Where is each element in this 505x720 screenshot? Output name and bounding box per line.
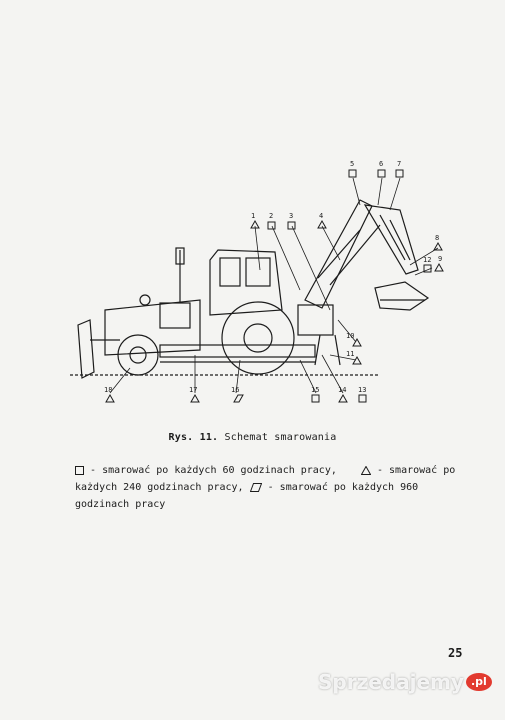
callout-16: 16 xyxy=(231,386,240,394)
callout-7: 7 xyxy=(397,160,402,168)
callout-3: 3 xyxy=(289,212,294,220)
figure-title: Schemat smarowania xyxy=(224,432,337,443)
callout-12: 12 xyxy=(423,256,432,264)
callout-9: 9 xyxy=(438,255,443,263)
callout-6: 6 xyxy=(379,160,384,168)
triangle-symbol-icon xyxy=(361,466,371,475)
callout-11: 11 xyxy=(346,350,355,358)
callout-5: 5 xyxy=(350,160,355,168)
parallelogram-symbol-icon xyxy=(250,483,262,492)
callout-10: 10 xyxy=(346,332,355,340)
callout-13: 13 xyxy=(358,386,367,394)
watermark-badge: .pl xyxy=(466,673,492,691)
watermark xyxy=(318,670,492,694)
callout-1: 1 xyxy=(251,212,256,220)
callout-14: 14 xyxy=(338,386,347,394)
callout-17: 17 xyxy=(189,386,198,394)
legend-parallelogram-text: - smarować po każdych 960 xyxy=(267,482,419,493)
legend-triangle-text-cont: po każdych 240 godzinach pracy, xyxy=(75,465,456,493)
page-number: 25 xyxy=(448,646,463,660)
callout-2: 2 xyxy=(269,212,274,220)
callout-15: 15 xyxy=(311,386,320,394)
square-symbol-icon xyxy=(75,466,84,475)
callout-18: 18 xyxy=(104,386,113,394)
lubrication-legend xyxy=(75,462,465,513)
callout-4: 4 xyxy=(319,212,324,220)
legend-square-text: - smarować po każdych 60 godzinach pracy, xyxy=(90,465,337,476)
figure-caption xyxy=(0,432,505,443)
watermark-brand: Sprzedajemy xyxy=(318,670,464,694)
legend-triangle-text: - smarować xyxy=(377,465,438,476)
tractor-excavator-drawing xyxy=(60,150,480,420)
lubrication-diagram xyxy=(60,150,480,420)
callout-8: 8 xyxy=(435,234,440,242)
legend-parallelogram-text-cont: godzinach pracy xyxy=(75,499,166,510)
figure-number: Rys. 11. xyxy=(168,432,219,443)
